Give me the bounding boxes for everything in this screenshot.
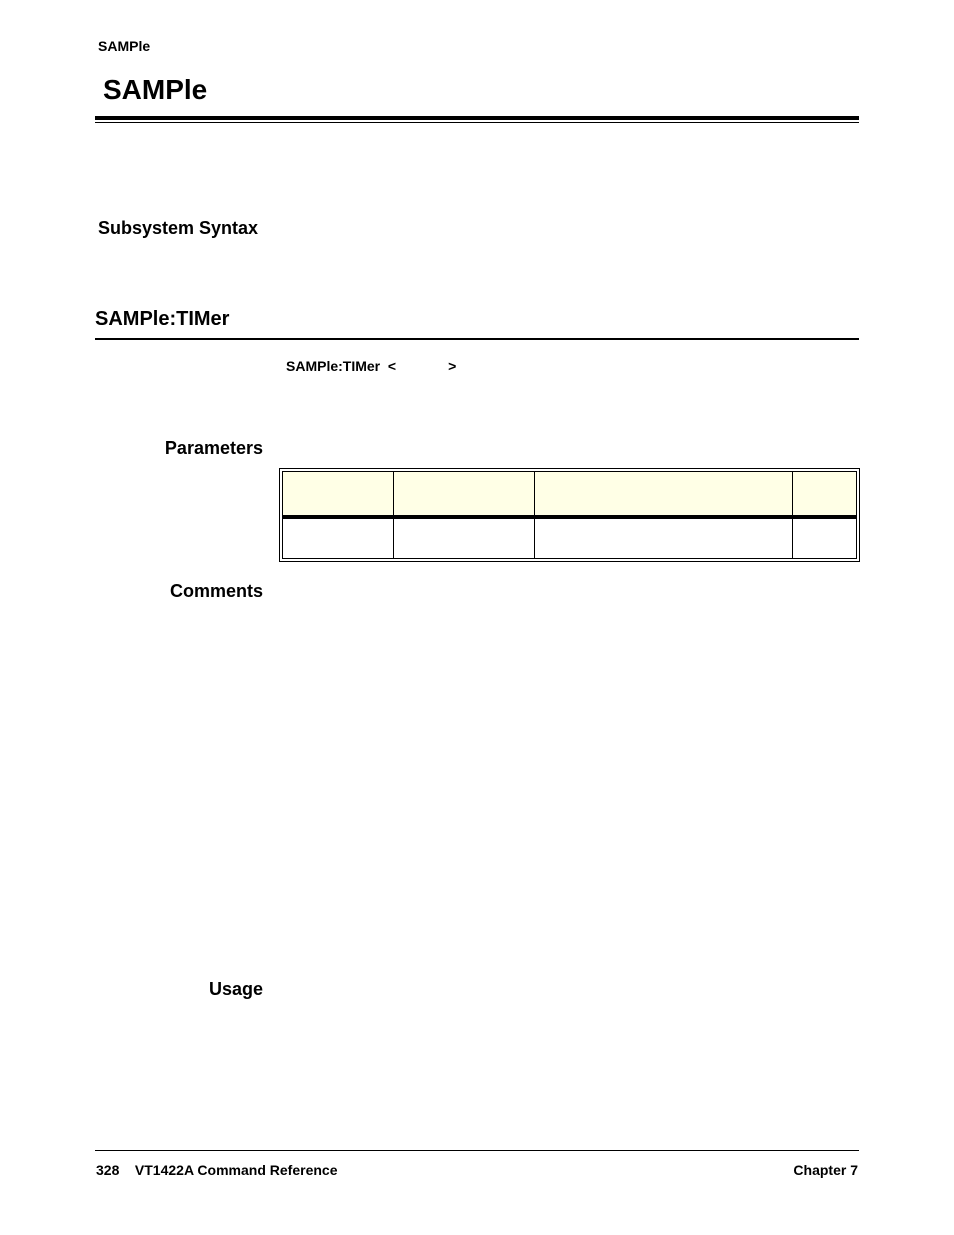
footer-chapter: Chapter 7 bbox=[793, 1162, 858, 1178]
subsystem-syntax-heading: Subsystem Syntax bbox=[98, 218, 259, 238]
footer-doc-title: VT1422A Command Reference bbox=[134, 1162, 338, 1178]
section-rule bbox=[95, 338, 859, 340]
title-rule-thin bbox=[95, 122, 859, 123]
usage-heading: Usage bbox=[208, 979, 263, 999]
table-header-cell bbox=[394, 472, 535, 518]
footer-rule bbox=[95, 1150, 859, 1151]
comments-heading: Comments bbox=[169, 581, 263, 601]
table-header-cell bbox=[283, 472, 394, 518]
parameters-heading: Parameters bbox=[164, 438, 263, 458]
title-rule bbox=[95, 116, 859, 120]
syntax-open-bracket: < bbox=[387, 358, 397, 374]
running-header: SAMPle bbox=[98, 38, 151, 54]
syntax-close-bracket: > bbox=[448, 358, 457, 374]
command-syntax bbox=[286, 358, 456, 374]
table-cell bbox=[283, 517, 394, 559]
table-header-row bbox=[283, 472, 857, 518]
table-cell bbox=[394, 517, 535, 559]
syntax-command: SAMPle:TIMer bbox=[286, 358, 381, 374]
table-cell bbox=[793, 517, 857, 559]
footer-page-number: 328 bbox=[96, 1162, 120, 1178]
section-title: SAMPle:TIMer bbox=[95, 308, 230, 330]
page-title: SAMPle bbox=[103, 74, 208, 105]
table-header-cell bbox=[793, 472, 857, 518]
table-row bbox=[283, 517, 857, 559]
table-cell bbox=[535, 517, 793, 559]
parameters-table bbox=[279, 468, 860, 562]
footer-left bbox=[96, 1162, 337, 1178]
table-header-cell bbox=[535, 472, 793, 518]
